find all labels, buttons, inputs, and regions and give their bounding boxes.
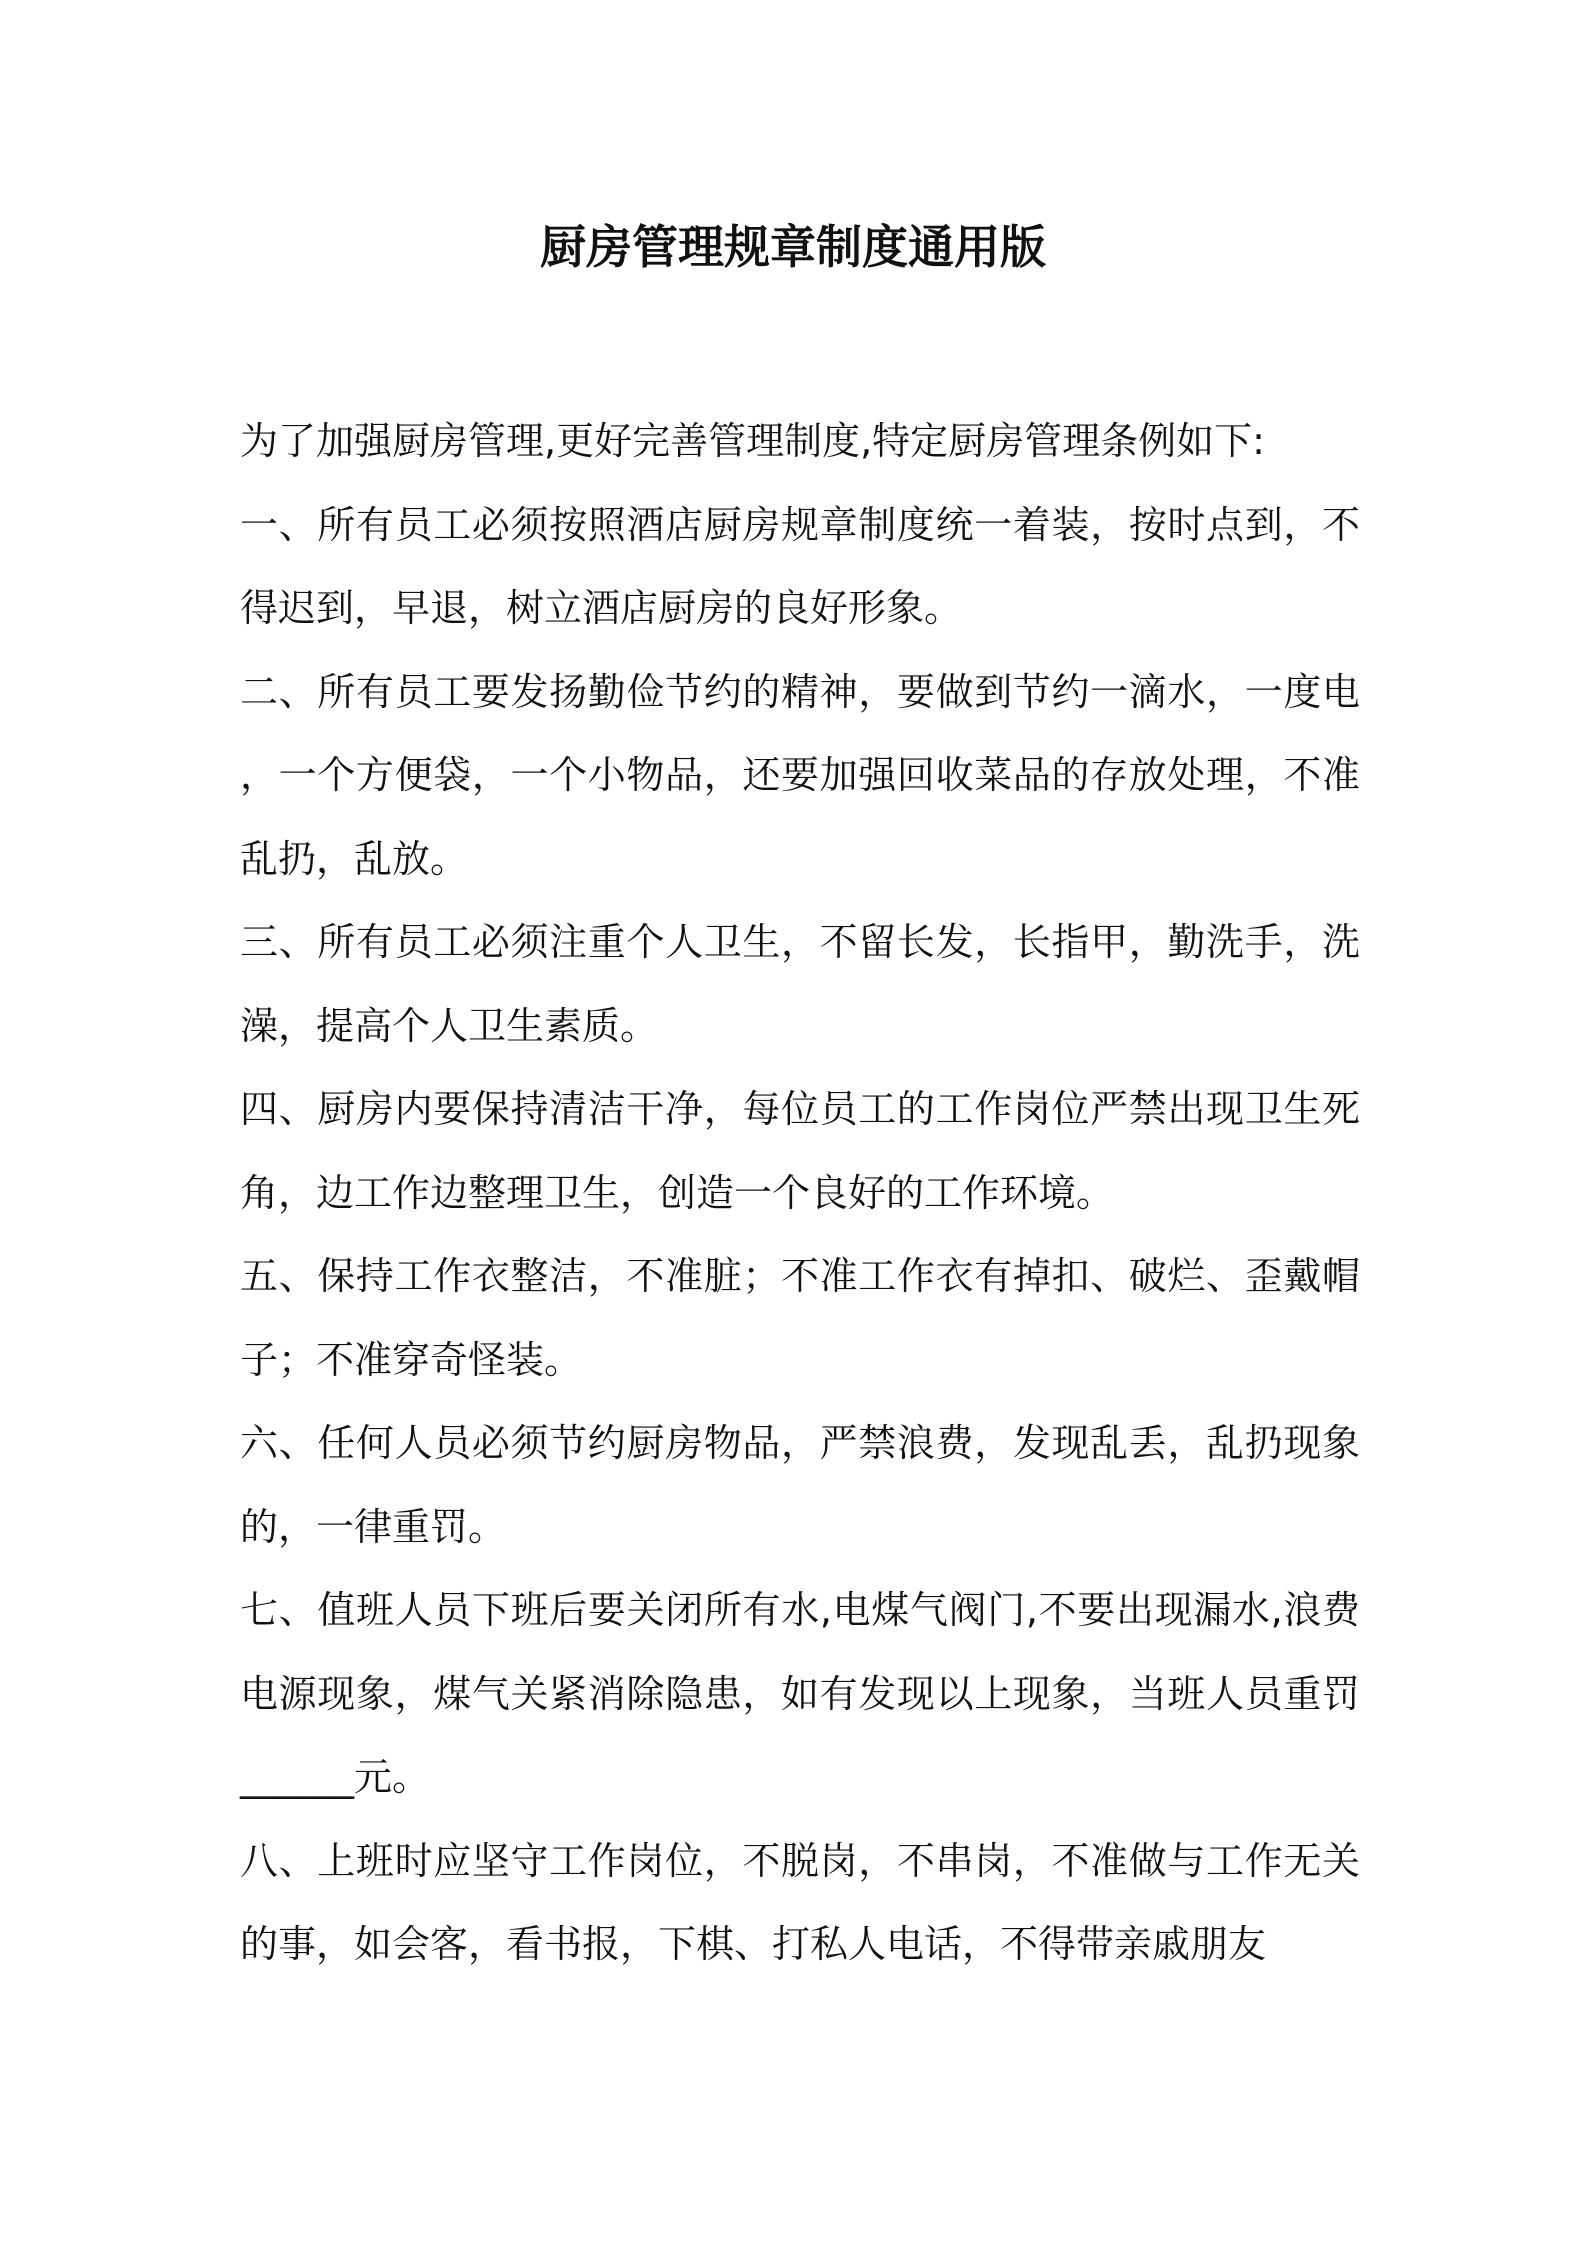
rule-5: 五、保持工作衣整洁，不准脏；不准工作衣有掉扣、破烂、歪戴帽子；不准穿奇怪装。: [240, 1254, 1360, 1382]
intro-paragraph: 为了加强厨房管理,更好完善管理制度,特定厨房管理条例如下:: [240, 419, 1265, 463]
rule-2: 二、所有员工要发扬勤俭节约的精神，要做到节约一滴水，一度电，一个方便袋，一个小物品，还要加强回收菜品的存放处理，不准乱扔，乱放。: [240, 669, 1360, 881]
document-title: 厨房管理规章制度通用版: [540, 220, 1046, 274]
rule-8: 八、上班时应坚守工作岗位，不脱岗，不串岗，不准做与工作无关的事，如会客，看书报，下棋、打私人电话，不得带亲戚朋友: [240, 1838, 1360, 1966]
rule-3: 三、所有员工必须注重个人卫生，不留长发，长指甲，勤洗手，洗澡，提高个人卫生素质。: [240, 920, 1360, 1048]
rule-4: 四、厨房内要保持清洁干净，每位员工的工作岗位严禁出现卫生死角，边工作边整理卫生，创造一个良好的工作环境。: [240, 1087, 1360, 1215]
rule-6: 六、任何人员必须节约厨房物品，严禁浪费，发现乱丢，乱扔现象的，一律重罚。: [240, 1421, 1360, 1549]
rule-7: 七、值班人员下班后要关闭所有水,电煤气阀门,不要出现漏水,浪费电源现象，煤气关紧消除隐患，如有发现以上现象，当班人员重罚______元。: [240, 1588, 1360, 1799]
document-body: [240, 400, 1360, 1987]
rule-1: 一、所有员工必须按照酒店厨房规章制度统一着装，按时点到，不得迟到，早退，树立酒店厨房的良好形象。: [240, 502, 1360, 630]
